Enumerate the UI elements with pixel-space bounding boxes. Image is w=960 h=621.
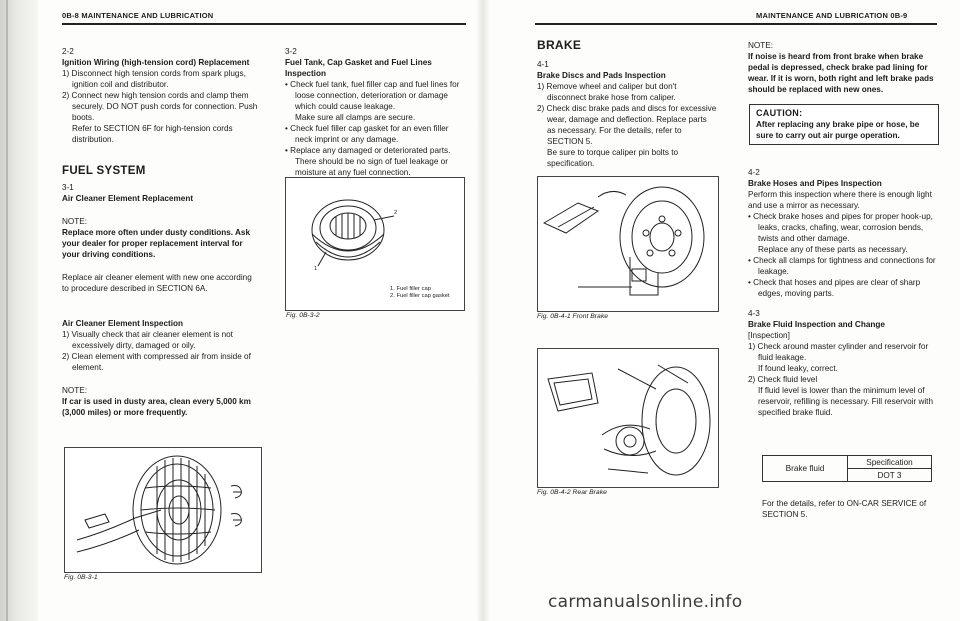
fuel-system-heading: FUEL SYSTEM <box>62 165 146 177</box>
section-3-1-title: Air Cleaner Element Replacement <box>62 194 194 203</box>
column-2 <box>285 46 465 178</box>
section-4-3-title: Brake Fluid Inspection and Change <box>748 320 885 329</box>
legend-fuel-filler-cap-gasket: 2. Fuel filler cap gasket <box>390 293 450 299</box>
section-4-1-number: 4-1 <box>537 60 549 69</box>
section-3-2-title: Fuel Tank, Cap Gasket and Fuel Lines Inspection <box>285 58 432 78</box>
refer-section-6f: Refer to SECTION 6F for high-tension cords distribution. <box>72 124 233 144</box>
column-1 <box>62 46 260 418</box>
air-cleaner-illustration <box>65 448 261 572</box>
bullet-clamps-secure: Make sure all clamps are secure. <box>295 113 416 122</box>
page-gutter <box>476 0 490 621</box>
fig-callout-2: 2 <box>394 210 398 216</box>
bullet-no-leakage: There should be no sign of fuel leakage or moisture at any fuel connection. <box>295 157 448 177</box>
replace-element-text: Replace air cleaner element with new one according to procedure described in SECTION 6A. <box>62 273 252 293</box>
step-check-fluid-level: 2) Check fluid level <box>748 375 818 384</box>
left-page-header: 0B-8 MAINTENANCE AND LUBRICATION <box>62 11 214 20</box>
refer-on-car-service: For the details, refer to ON-CAR SERVICE of SECTION 5. <box>762 499 927 519</box>
fig-0b-4-1-caption: Fig. 0B-4-1 Front Brake <box>537 313 609 320</box>
right-page-header: MAINTENANCE AND LUBRICATION 0B-9 <box>756 11 908 20</box>
step-correct-leak: If found leaky, correct. <box>758 364 838 373</box>
table-brake-fluid-label: Brake fluid <box>763 456 848 482</box>
section-3-1-number: 3-1 <box>62 183 74 192</box>
column-4 <box>748 40 938 95</box>
step-remove-wheel: 1) Remove wheel and caliper but don't disconnect brake hose from caliper. <box>537 82 677 102</box>
figure-front-brake <box>537 176 719 312</box>
bullet-clear-edges: • Check that hoses and pipes are clear of sharp edges, moving parts. <box>748 278 921 298</box>
figure-rear-brake <box>537 348 719 488</box>
table-spec-value: DOT 3 <box>848 469 932 482</box>
fig-0b-3-2-caption: Fig. 0B-3-2 <box>286 312 320 319</box>
column-3 <box>537 40 717 169</box>
brake-note-label: NOTE: <box>748 41 774 50</box>
section-4-2-title: Brake Hoses and Pipes Inspection <box>748 179 882 188</box>
bullet-replace-hoses: Replace any of these parts as necessary. <box>758 245 908 254</box>
air-cleaner-inspection-title: Air Cleaner Element Inspection <box>62 319 184 328</box>
bullet-replace-parts: • Replace any damaged or deteriorated parts. <box>285 146 451 155</box>
note-1-text: Replace more often under dusty conditions. Ask your dealer for proper replacement interval for your driving conditions. <box>62 228 251 259</box>
step-connect-cords: 2) Connect new high tension cords and clamp them securely. DO NOT push cords for connection. Push boots. <box>62 91 258 122</box>
step-visual-check: 1) Visually check that air cleaner element is not excessively dirty, damaged or oily. <box>62 330 233 350</box>
bullet-check-hoses: • Check brake hoses and pipes for proper hook-up, leaks, cracks, chafing, wear, corrosion bends, twists and other damage. <box>748 212 933 243</box>
section-3-2-number: 3-2 <box>285 47 297 56</box>
caution-label: CAUTION: <box>756 108 803 118</box>
table-spec-header: Specification <box>848 456 932 469</box>
note-2-label: NOTE: <box>62 386 88 395</box>
section-4-1-title: Brake Discs and Pads Inspection <box>537 71 666 80</box>
page-binding-shadow <box>0 0 38 621</box>
front-brake-illustration <box>538 177 718 311</box>
fig-callout-1: 1 <box>314 266 318 272</box>
figure-fuel-filler-cap <box>285 177 465 311</box>
brake-fluid-spec-table <box>762 455 932 482</box>
caution-text: After replacing any brake pipe or hose, be sure to carry out air purge operation. <box>756 120 920 140</box>
section-2-2-number: 2-2 <box>62 47 74 56</box>
note-2-text: If car is used in dusty area, clean every 5,000 km (3,000 miles) or more frequently. <box>62 397 251 417</box>
step-clean-element: 2) Clean element with compressed air from inside of element. <box>62 352 251 372</box>
brake-heading: BRAKE <box>537 38 582 52</box>
left-header-rule <box>62 23 466 25</box>
figure-air-cleaner <box>64 447 262 573</box>
step-check-pads-discs: 2) Check disc brake pads and discs for excessive wear, damage and deflection. Replace parts as necessary. For the details, refer to SECTION 5. <box>537 104 717 146</box>
rear-brake-illustration <box>538 349 718 487</box>
caution-box <box>749 104 939 145</box>
step-disconnect-cords: 1) Disconnect high tension cords from spark plugs, ignition coil and distributor. <box>62 69 246 89</box>
bullet-check-clamps: • Check all clamps for tightness and connections for leakage. <box>748 256 936 276</box>
bullet-check-gasket: • Check fuel filler cap gasket for an even filler neck imprint or any damage. <box>285 124 449 144</box>
step-check-master-cylinder: 1) Check around master cylinder and reservoir for fluid leakage. <box>748 342 929 362</box>
fig-0b-3-1-caption: Fig. 0B-3-1 <box>64 574 98 581</box>
right-header-rule <box>535 23 937 25</box>
fig-0b-4-2-caption: Fig. 0B-4-2 Rear Brake <box>537 489 607 496</box>
section-4-2-number: 4-2 <box>748 168 760 177</box>
section-4-2-intro: Perform this inspection where there is enough light and use a mirror as necessary. <box>748 190 932 210</box>
brake-note-text: If noise is heard from front brake when brake pedal is depressed, check brake pad lining for wear. If it is worn, both right and left brake pads should be replaced with new ones. <box>748 52 934 94</box>
fig-legend <box>390 286 450 300</box>
watermark-text: carmanualsonline.info <box>548 592 743 612</box>
section-2-2-title: Ignition Wiring (high-tension cord) Replacement <box>62 58 250 67</box>
section-4-3-number: 4-3 <box>748 309 760 318</box>
bullet-check-fuel-tank: • Check fuel tank, fuel filler cap and fuel lines for loose connection, deterioration or damage which could cause leakage. <box>285 80 460 111</box>
torque-caliper-note: Be sure to torque caliper pin bolts to specification. <box>547 148 679 168</box>
legend-fuel-filler-cap: 1. Fuel filler cap <box>390 286 431 292</box>
note-1-label: NOTE: <box>62 217 88 226</box>
step-refill-fluid: If fluid level is lower than the minimum level of reservoir, refilling is necessary. Fill reservoir with specified brake fluid. <box>758 386 934 417</box>
inspection-subheading: [Inspection] <box>748 331 790 340</box>
column-4-lower <box>748 167 938 418</box>
